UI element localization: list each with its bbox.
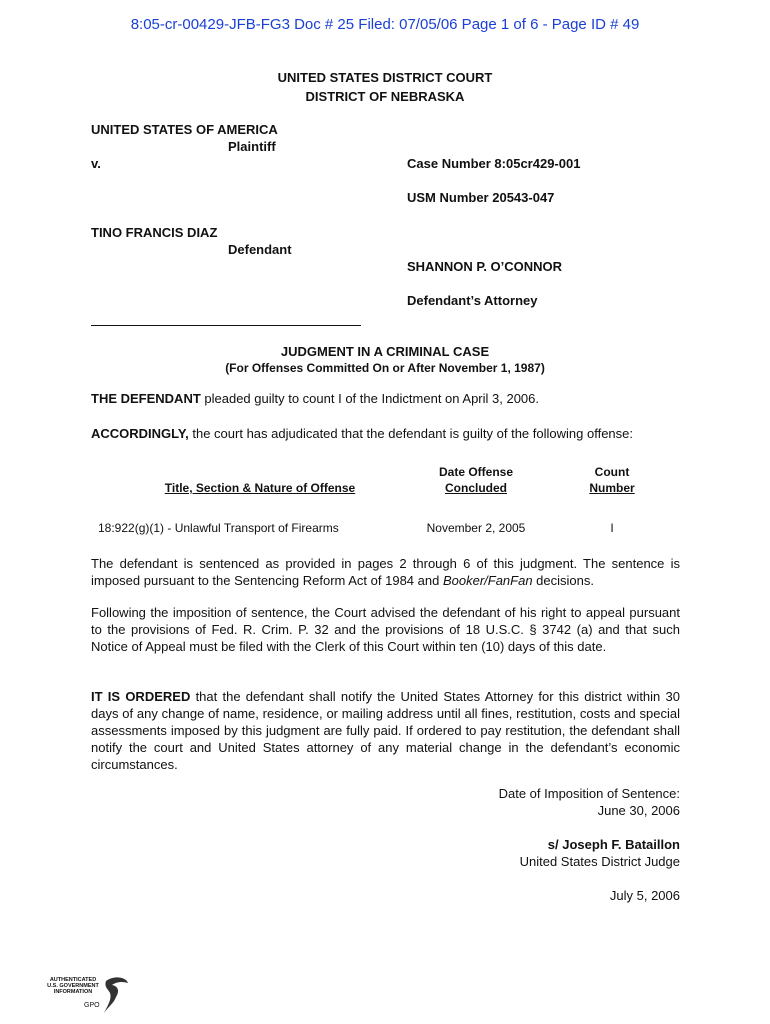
accordingly-lead: ACCORDINGLY, bbox=[91, 426, 189, 441]
eagle-icon bbox=[102, 975, 130, 1015]
judge-name: s/ Joseph F. Bataillon bbox=[547, 837, 680, 852]
accordingly-statement bbox=[91, 426, 633, 441]
plea-statement bbox=[91, 391, 539, 406]
case-number: Case Number 8:05cr429-001 bbox=[407, 156, 581, 171]
judge-title: United States District Judge bbox=[519, 854, 680, 869]
appeal-paragraph: Following the imposition of sentence, the Court advised the defendant of his right to appeal pursuant to the provisions of Fed. R. Crim. P. 32 and the provisions of 18 U.S.C. § 3742 (a) and that such Notice of Appeal must be filed with the Clerk of this Court within ten (10) days of this date. bbox=[91, 605, 680, 654]
defendant-role: Defendant bbox=[228, 242, 292, 257]
imposition-label: Date of Imposition of Sentence: bbox=[498, 786, 680, 801]
col-header-count-line1: Count bbox=[594, 465, 630, 479]
plaintiff-role: Plaintiff bbox=[228, 139, 276, 154]
court-name: UNITED STATES DISTRICT COURT bbox=[277, 70, 493, 85]
defendant-name: TINO FRANCIS DIAZ bbox=[91, 225, 218, 240]
sentence-text: The defendant is sentenced as provided in pages 2 through 6 of this judgment. The sentence is imposed pursuant to the Sentencing Reform Act of 1984 and bbox=[91, 556, 680, 588]
imposition-date: June 30, 2006 bbox=[597, 803, 680, 818]
gpo-logo-sub: GPO bbox=[84, 1002, 100, 1009]
judgment-title: JUDGMENT IN A CRIMINAL CASE bbox=[280, 344, 490, 359]
plaintiff-name: UNITED STATES OF AMERICA bbox=[91, 122, 278, 137]
accordingly-text: the court has adjudicated that the defendant is guilty of the following offense: bbox=[188, 426, 633, 441]
ordered-paragraph bbox=[91, 688, 680, 773]
gpo-authentication-logo bbox=[44, 975, 144, 1015]
caption-divider bbox=[91, 325, 361, 326]
col-header-date-line2: Concluded bbox=[445, 481, 507, 495]
versus: v. bbox=[91, 156, 101, 171]
sentence-paragraph bbox=[91, 555, 680, 589]
ordered-text: that the defendant shall notify the United States Attorney for this district within 30 days of any change of name, residence, or mailing address until all fines, restitution, costs and special assessments imposed by this judgment are fully paid. If ordered to pay restitution, the defendant shall notify the court and United States attorney of any material change in the defendant’s economic circumstances. bbox=[91, 689, 680, 772]
attorney-label: Defendant’s Attorney bbox=[407, 293, 538, 308]
col-header-count-line2: Number bbox=[589, 481, 635, 495]
count-cell: I bbox=[610, 521, 614, 535]
offense-cell: 18:922(g)(1) - Unlawful Transport of Firearms bbox=[98, 521, 339, 535]
judgment-subtitle: (For Offenses Committed On or After November 1, 1987) bbox=[225, 361, 545, 375]
sentence-italic: Booker/FanFan bbox=[442, 573, 533, 588]
court-district: DISTRICT OF NEBRASKA bbox=[305, 89, 465, 104]
gpo-logo-text: AUTHENTICATED U.S. GOVERNMENT INFORMATION bbox=[47, 977, 99, 995]
ordered-lead: IT IS ORDERED bbox=[91, 689, 191, 704]
docket-stamp: 8:05-cr-00429-JFB-FG3 Doc # 25 Filed: 07/05/06 Page 1 of 6 - Page ID # 49 bbox=[130, 16, 640, 33]
col-header-date-line1: Date Offense bbox=[438, 465, 514, 479]
plea-text: pleaded guilty to count I of the Indictment on April 3, 2006. bbox=[200, 391, 540, 406]
usm-number: USM Number 20543-047 bbox=[407, 190, 555, 205]
plea-lead: THE DEFENDANT bbox=[91, 391, 201, 406]
signed-date: July 5, 2006 bbox=[609, 888, 680, 903]
attorney-name: SHANNON P. O’CONNOR bbox=[407, 259, 563, 274]
date-cell: November 2, 2005 bbox=[426, 521, 526, 535]
col-header-offense: Title, Section & Nature of Offense bbox=[164, 481, 356, 495]
sentence-end: decisions. bbox=[532, 573, 594, 588]
